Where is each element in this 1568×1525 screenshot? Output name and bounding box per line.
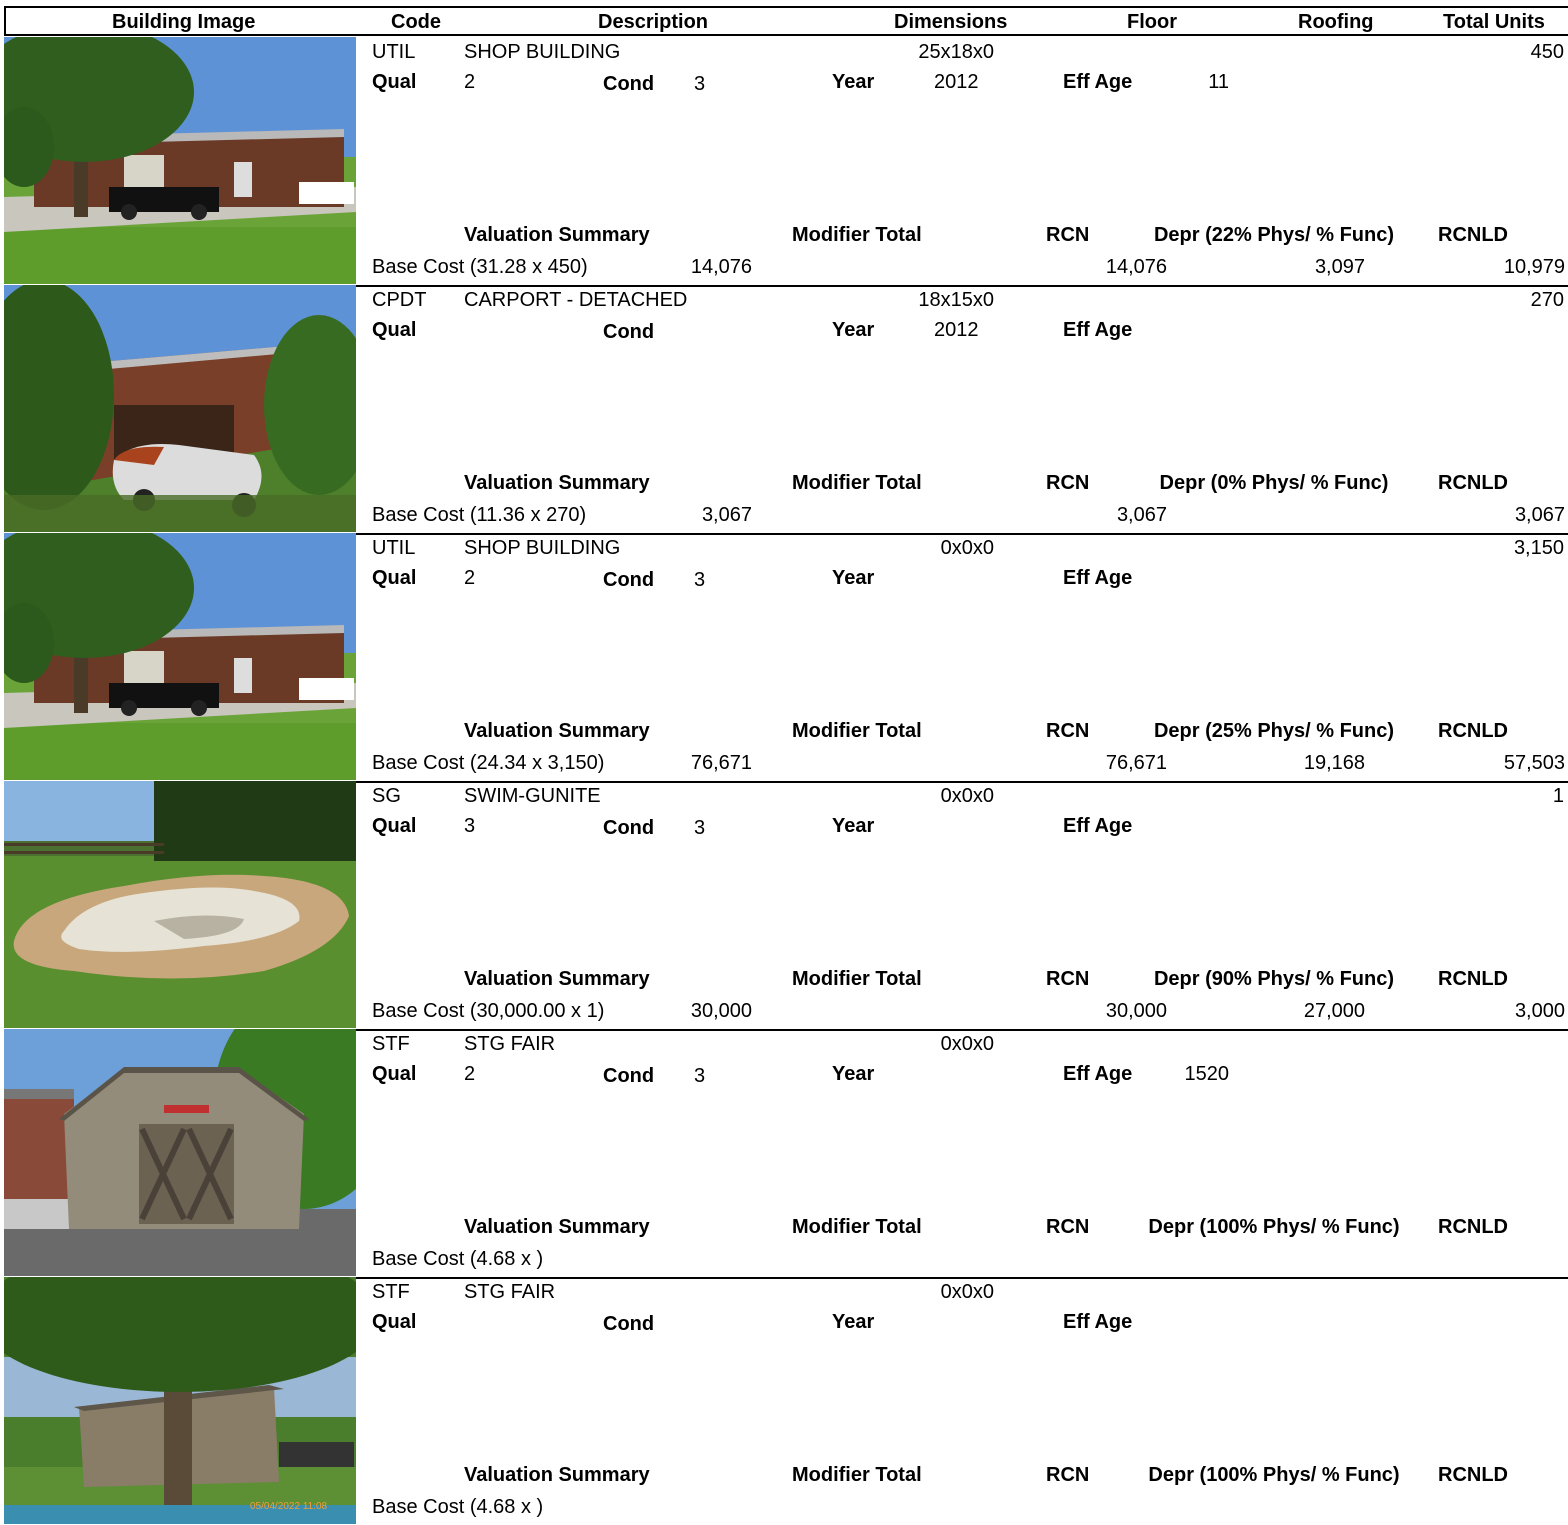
total-units-cell: 1 <box>1552 785 1564 807</box>
valuation-summary-label: Valuation Summary <box>464 472 650 494</box>
eff-age-label: Eff Age <box>1063 71 1133 93</box>
rcn-label: RCN <box>1046 1216 1090 1238</box>
shop-building-photo <box>4 533 356 780</box>
dimensions-cell: 0x0x0 <box>940 537 994 559</box>
qual-value: 2 <box>464 1063 476 1085</box>
modifier-total-label: Modifier Total <box>792 720 922 742</box>
cond-label: Cond <box>603 817 655 839</box>
header-floor: Floor <box>1127 11 1177 33</box>
description-cell: CARPORT - DETACHED <box>464 289 688 311</box>
building-row <box>4 37 1568 287</box>
building-row <box>4 285 1568 535</box>
rcnld-label: RCNLD <box>1438 224 1508 246</box>
rcnld-label: RCNLD <box>1438 968 1508 990</box>
dimensions-cell: 0x0x0 <box>940 1033 994 1055</box>
rcnld-label: RCNLD <box>1438 1216 1508 1238</box>
base-cost-cell: Base Cost (31.28 x 450) <box>372 256 588 278</box>
rcn-label: RCN <box>1046 1464 1090 1486</box>
depr-value-cell: 19,168 <box>1303 752 1365 774</box>
depr-label: Depr (22% Phys/ % Func) <box>1153 224 1395 246</box>
shed-photo <box>4 1029 356 1276</box>
cond-label: Cond <box>603 321 655 343</box>
description-cell: SWIM-GUNITE <box>464 785 601 807</box>
carport-photo <box>4 285 356 532</box>
shed-under-tree-photo <box>4 1277 356 1524</box>
cond-label: Cond <box>603 569 655 591</box>
year-label: Year <box>832 71 875 93</box>
rcn-value-cell: 3,067 <box>1116 504 1167 526</box>
qual-label: Qual <box>372 1063 417 1085</box>
year-label: Year <box>832 567 875 589</box>
total-units-cell: 270 <box>1530 289 1564 311</box>
rcn-label: RCN <box>1046 224 1090 246</box>
header-description: Description <box>598 11 709 33</box>
base-cost-cell: Base Cost (4.68 x ) <box>372 1496 544 1518</box>
header-dimensions: Dimensions <box>894 11 1008 33</box>
eff-age-label: Eff Age <box>1063 319 1133 341</box>
header-total-units: Total Units <box>1443 11 1545 33</box>
base-cost-cell: Base Cost (30,000.00 x 1) <box>372 1000 605 1022</box>
eff-age-value: 11 <box>1208 71 1229 93</box>
dimensions-cell: 0x0x0 <box>940 785 994 807</box>
building-row <box>4 1029 1568 1279</box>
code-cell: STF <box>372 1281 410 1303</box>
rcnld-label: RCNLD <box>1438 1464 1508 1486</box>
qual-value: 2 <box>464 567 476 589</box>
depr-label: Depr (25% Phys/ % Func) <box>1153 720 1395 742</box>
year-value: 2012 <box>934 319 979 341</box>
base-cost-cell: Base Cost (4.68 x ) <box>372 1248 544 1270</box>
rcn-label: RCN <box>1046 472 1090 494</box>
rcn-label: RCN <box>1046 720 1090 742</box>
depr-label: Depr (90% Phys/ % Func) <box>1153 968 1395 990</box>
valuation-summary-label: Valuation Summary <box>464 224 650 246</box>
dimensions-cell: 25x18x0 <box>918 41 994 63</box>
description-cell: STG FAIR <box>464 1033 556 1055</box>
eff-age-label: Eff Age <box>1063 1063 1133 1085</box>
eff-age-label: Eff Age <box>1063 567 1133 589</box>
total-units-cell: 3,150 <box>1513 537 1564 559</box>
pool-photo <box>4 781 356 1028</box>
rcn-label: RCN <box>1046 968 1090 990</box>
year-value: 2012 <box>934 71 979 93</box>
code-cell: STF <box>372 1033 410 1055</box>
modifier-total-label: Modifier Total <box>792 472 922 494</box>
base-value-cell: 14,076 <box>690 256 752 278</box>
rcnld-label: RCNLD <box>1438 720 1508 742</box>
cond-label: Cond <box>603 1065 655 1087</box>
year-label: Year <box>832 815 875 837</box>
cond-value: 3 <box>694 569 706 591</box>
modifier-total-label: Modifier Total <box>792 224 922 246</box>
code-cell: UTIL <box>372 41 416 63</box>
valuation-summary-label: Valuation Summary <box>464 968 650 990</box>
cond-label: Cond <box>603 73 655 95</box>
table-header <box>4 6 1568 36</box>
cond-value: 3 <box>694 817 706 839</box>
building-row <box>4 533 1568 783</box>
modifier-total-label: Modifier Total <box>792 1464 922 1486</box>
year-label: Year <box>832 1063 875 1085</box>
year-label: Year <box>832 319 875 341</box>
building-row <box>4 781 1568 1031</box>
qual-label: Qual <box>372 1311 417 1333</box>
rcnld-value-cell: 57,503 <box>1503 752 1565 774</box>
rcn-value-cell: 30,000 <box>1105 1000 1167 1022</box>
rcn-value-cell: 14,076 <box>1105 256 1167 278</box>
rcnld-value-cell: 3,000 <box>1514 1000 1565 1022</box>
qual-value: 3 <box>464 815 476 837</box>
depr-label: Depr (100% Phys/ % Func) <box>1148 1464 1400 1486</box>
code-cell: CPDT <box>372 289 427 311</box>
base-value-cell: 30,000 <box>690 1000 752 1022</box>
header-code: Code <box>391 11 441 33</box>
cond-value: 3 <box>694 1065 706 1087</box>
valuation-summary-label: Valuation Summary <box>464 720 650 742</box>
qual-label: Qual <box>372 567 417 589</box>
qual-label: Qual <box>372 815 417 837</box>
modifier-total-label: Modifier Total <box>792 1216 922 1238</box>
photo-date-stamp: 05/04/2022 11:08 <box>250 1501 328 1512</box>
depr-value-cell: 3,097 <box>1314 256 1365 278</box>
shop-building-photo <box>4 37 356 284</box>
year-label: Year <box>832 1311 875 1333</box>
base-value-cell: 76,671 <box>690 752 752 774</box>
modifier-total-label: Modifier Total <box>792 968 922 990</box>
description-cell: STG FAIR <box>464 1281 556 1303</box>
building-row <box>4 1277 1568 1525</box>
valuation-summary-label: Valuation Summary <box>464 1216 650 1238</box>
base-cost-cell: Base Cost (11.36 x 270) <box>372 504 587 526</box>
rcn-value-cell: 76,671 <box>1105 752 1167 774</box>
rcnld-value-cell: 10,979 <box>1503 256 1565 278</box>
rcnld-value-cell: 3,067 <box>1514 504 1565 526</box>
description-cell: SHOP BUILDING <box>464 537 621 559</box>
qual-label: Qual <box>372 319 417 341</box>
cond-label: Cond <box>603 1313 655 1335</box>
dimensions-cell: 18x15x0 <box>918 289 994 311</box>
eff-age-value: 1520 <box>1184 1063 1229 1085</box>
eff-age-label: Eff Age <box>1063 815 1133 837</box>
valuation-summary-label: Valuation Summary <box>464 1464 650 1486</box>
description-cell: SHOP BUILDING <box>464 41 621 63</box>
cond-value: 3 <box>694 73 706 95</box>
total-units-cell: 450 <box>1530 41 1564 63</box>
eff-age-label: Eff Age <box>1063 1311 1133 1333</box>
qual-label: Qual <box>372 71 417 93</box>
header-building-image: Building Image <box>112 11 256 33</box>
depr-label: Depr (0% Phys/ % Func) <box>1159 472 1389 494</box>
base-value-cell: 3,067 <box>701 504 752 526</box>
dimensions-cell: 0x0x0 <box>940 1281 994 1303</box>
base-cost-cell: Base Cost (24.34 x 3,150) <box>372 752 605 774</box>
depr-label: Depr (100% Phys/ % Func) <box>1148 1216 1400 1238</box>
qual-value: 2 <box>464 71 476 93</box>
depr-value-cell: 27,000 <box>1303 1000 1365 1022</box>
rcnld-label: RCNLD <box>1438 472 1508 494</box>
code-cell: UTIL <box>372 537 416 559</box>
code-cell: SG <box>372 785 401 807</box>
header-roofing: Roofing <box>1298 11 1374 33</box>
